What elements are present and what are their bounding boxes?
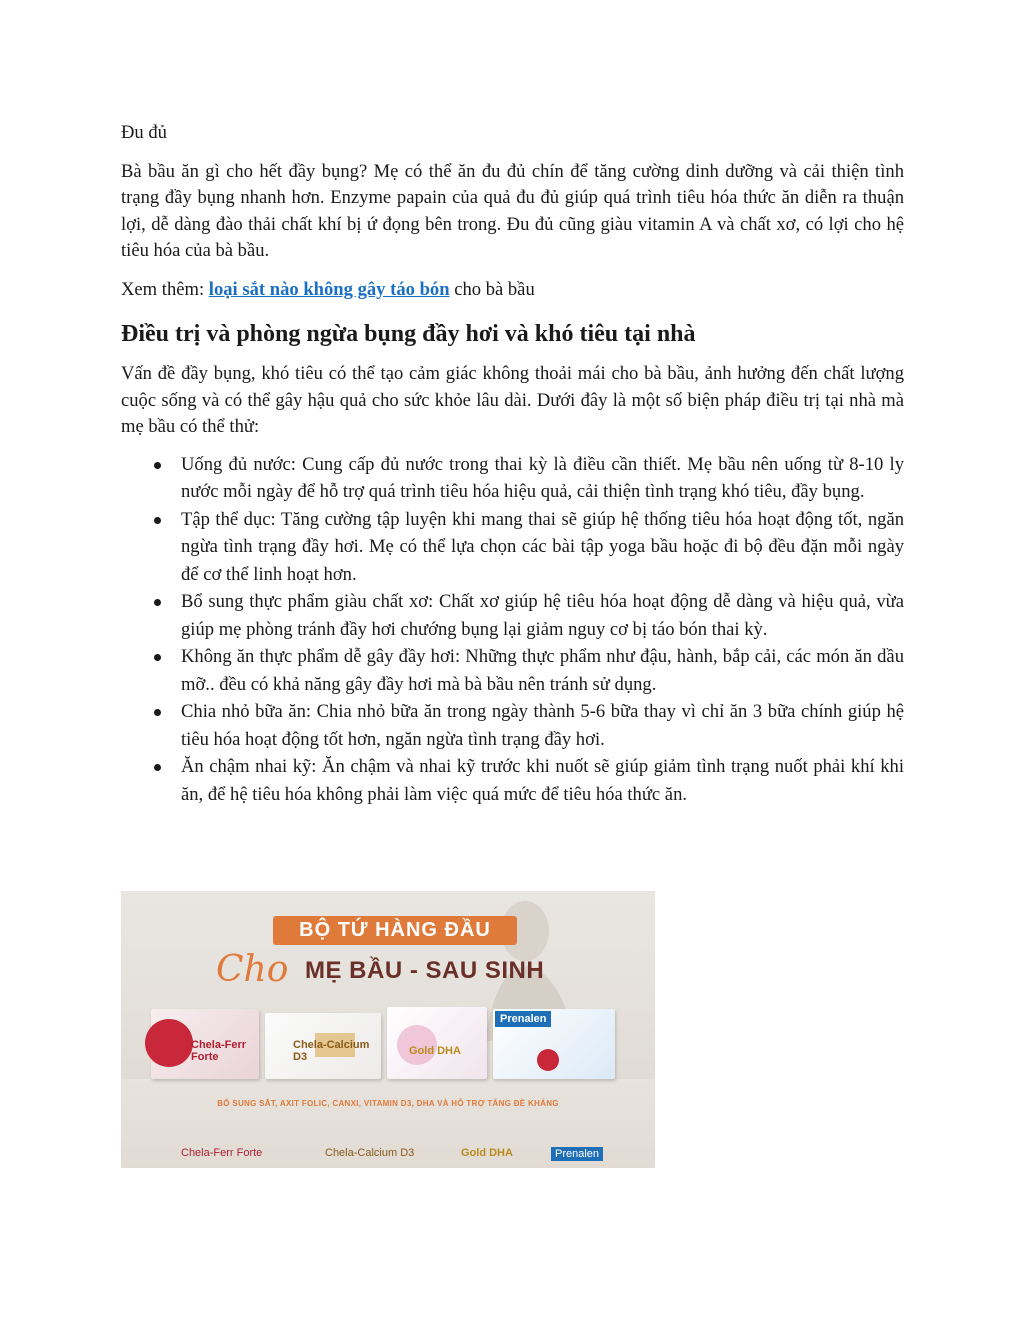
product-box-prenalen: Prenalen	[493, 1009, 615, 1079]
product-box-chela-ferr: Chela-Ferr Forte	[151, 1009, 259, 1079]
see-more-line	[121, 277, 904, 304]
bullet-icon	[154, 709, 161, 716]
list-item: Ăn chậm nhai kỹ: Ăn chậm và nhai kỹ trước khi nuốt sẽ giúp giảm tình trạng nuốt phải khí khi ăn, để hệ tiêu hóa không phải làm việc quá mức để tiêu hóa thức ăn.	[121, 753, 904, 808]
brand-prenalen: Prenalen	[551, 1147, 603, 1161]
bullet-icon	[154, 599, 161, 606]
papaya-paragraph: Bà bầu ăn gì cho hết đầy bụng? Mẹ có thể ăn đu đủ chín để tăng cường dinh dưỡng và cải thiện tình trạng đầy bụng nhanh hơn. Enzyme papain của quả đu đủ giúp quá trình tiêu hóa thức ăn diễn ra thuận lợi, dễ dàng đào thải chất khí bị ứ đọng bên trong. Đu đủ cũng giàu vitamin A và chất xơ, có lợi cho hệ tiêu hóa của bà bầu.	[121, 160, 904, 261]
list-item: Uống đủ nước: Cung cấp đủ nước trong thai kỳ là điều cần thiết. Mẹ bầu nên uống từ 8-10 ly nước mỗi ngày để hỗ trợ quá trình tiêu hóa hiệu quả, cải thiện tình trạng khó tiêu, đầy bụng.	[121, 451, 904, 506]
bullet-icon	[154, 517, 161, 524]
list-item: Tập thể dục: Tăng cường tập luyện khi mang thai sẽ giúp hệ thống tiêu hóa hoạt động tốt, ngăn ngừa tình trạng đầy hơi. Mẹ có thể lựa chọn các bài tập yoga bầu hoặc đi bộ đều đặn mỗi ngày để cơ thể linh hoạt hơn.	[121, 506, 904, 589]
list-item: Không ăn thực phẩm dễ gây đầy hơi: Những thực phẩm như đậu, hành, bắp cải, các món ăn dầu mỡ.. đều có khả năng gây đầy hơi mà bà bầu nên tránh sử dụng.	[121, 643, 904, 698]
see-more-link[interactable]: loại sắt nào không gây táo bón	[208, 278, 450, 300]
bullet-icon	[154, 764, 161, 771]
banner-tagline: BỔ SUNG SẮT, AXIT FOLIC, CANXI, VITAMIN D3, DHA VÀ HỖ TRỢ TĂNG ĐỀ KHÁNG	[217, 1099, 559, 1108]
list-item: Bổ sung thực phẩm giàu chất xơ: Chất xơ giúp hệ tiêu hóa hoạt động dễ dàng và hiệu quả, vừa giúp mẹ phòng tránh đầy hơi chướng bụng lại giảm nguy cơ bị táo bón thai kỳ.	[121, 588, 904, 643]
see-more-prefix: Xem thêm:	[121, 278, 209, 300]
brand-chela-ferr: Chela-Ferr Forte	[181, 1147, 263, 1159]
section-heading: Điều trị và phòng ngừa bụng đầy hơi và khó tiêu tại nhà	[121, 321, 696, 347]
bullet-icon	[154, 654, 161, 661]
brand-chela-calcium: Chela-Calcium D3	[325, 1147, 415, 1159]
section-label: Đu đủ	[121, 122, 167, 143]
intro-paragraph: Vấn đề đầy bụng, khó tiêu có thể tạo cảm giác không thoải mái cho bà bầu, ảnh hưởng đến chất lượng cuộc sống và có thể gây hậu quả cho sức khỏe lâu dài. Dưới đây là một số biện pháp điều trị tại nhà mà mẹ bầu có thể thử:	[121, 363, 904, 437]
see-more-suffix: cho bà bầu	[449, 278, 535, 300]
banner-script-word: Cho	[216, 949, 289, 990]
product-box-chela-calcium: Chela-Calcium D3	[265, 1013, 381, 1079]
document-body	[121, 120, 904, 808]
tips-list	[121, 451, 904, 809]
banner-subheadline: MẸ BẦU - SAU SINH	[305, 957, 545, 984]
product-banner-image	[121, 891, 655, 1168]
bullet-icon	[154, 462, 161, 469]
product-box-gold-dha: Gold DHA	[387, 1007, 487, 1079]
banner-headline: BỘ TỨ HÀNG ĐẦU	[273, 916, 517, 945]
list-item: Chia nhỏ bữa ăn: Chia nhỏ bữa ăn trong ngày thành 5-6 bữa thay vì chỉ ăn 3 bữa chính giúp hệ tiêu hóa hoạt động tốt hơn, ngăn ngừa tình trạng đầy hơi.	[121, 698, 904, 753]
brand-gold-dha: Gold DHA	[461, 1147, 513, 1159]
